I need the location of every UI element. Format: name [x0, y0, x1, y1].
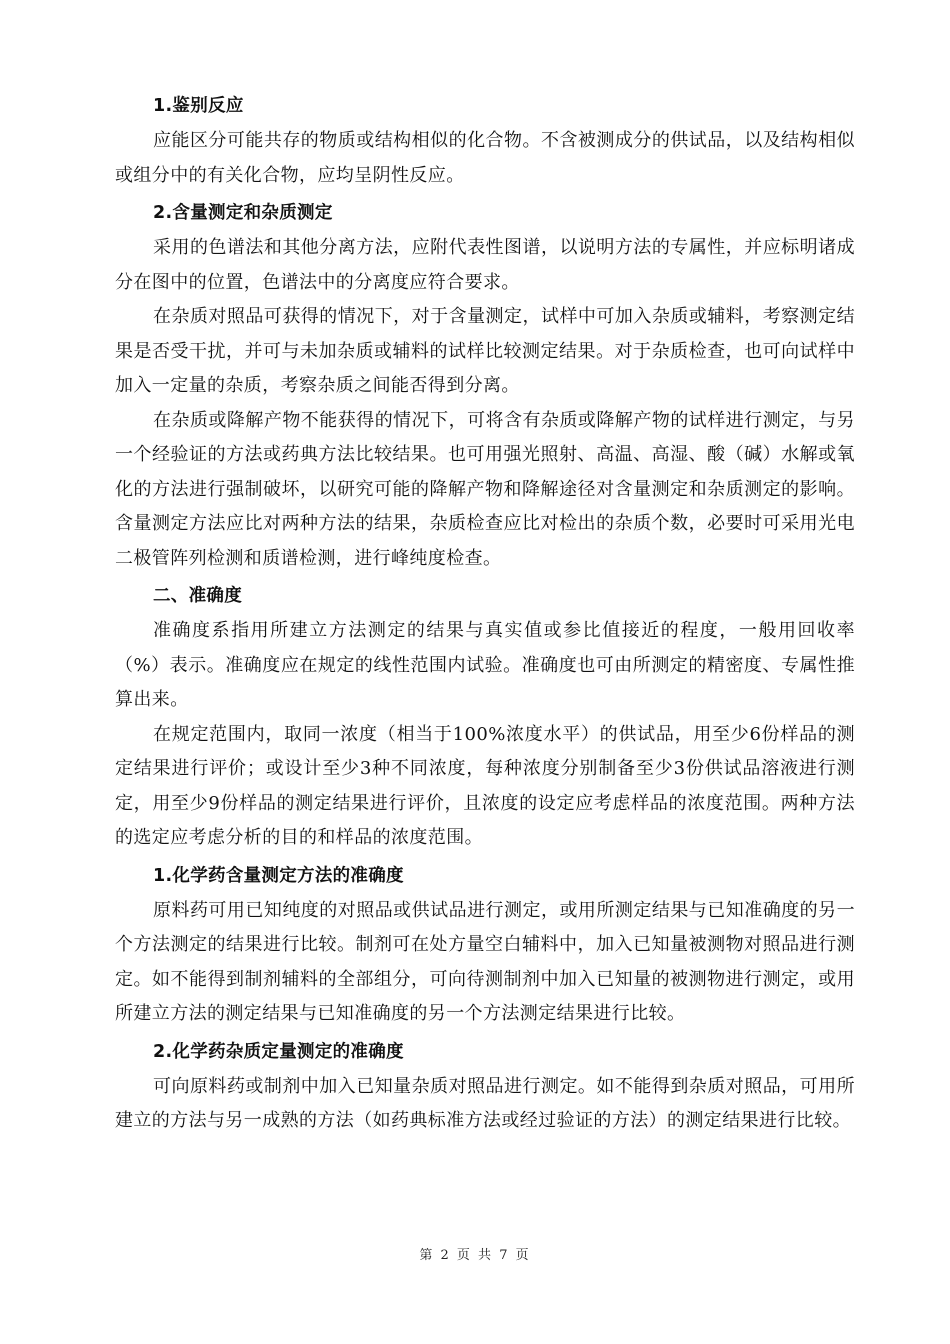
page-number: 第 2 页 共 7 页	[419, 1248, 531, 1263]
paragraph: 准确度系指用所建立方法测定的结果与真实值或参比值接近的程度，一般用回收率（%）表示。准确度应在规定的线性范围内试验。准确度也可由所测定的精密度、专属性推算出来。	[115, 620, 855, 710]
section-heading-identification: 1.鉴别反应	[153, 96, 244, 116]
paragraph: 在杂质或降解产物不能获得的情况下，可将含有杂质或降解产物的试样进行测定，与另一个经验证的方法或药典方法比较结果。也可用强光照射、高温、高湿、酸（碱）水解或氧化的方法进行强制破坏，以研究可能的降解产物和降解途径对含量测定和杂质测定的影响。含量测定方法应比对两种方法的结果，杂质检查应比对检出的杂质个数，必要时可采用光电二极管阵列检测和质谱检测，进行峰纯度检查。	[115, 409, 855, 569]
paragraph: 在规定范围内，取同一浓度（相当于100%浓度水平）的供试品，用至少6份样品的测定结果进行评价；或设计至少3种不同浓度，每种浓度分别制备至少3份供试品溶液进行测定，用至少9份样品的测定结果进行评价，且浓度的设定应考虑样品的浓度范围。两种方法的选定应考虑分析的目的和样品的浓度范围。	[115, 723, 855, 848]
section-heading-accuracy: 二、准确度	[153, 586, 242, 606]
paragraph: 在杂质对照品可获得的情况下，对于含量测定，试样中可加入杂质或辅料，考察测定结果是否受干扰，并可与未加杂质或辅料的试样比较测定结果。对于杂质检查，也可向试样中加入一定量的杂质，考察杂质之间能否得到分离。	[115, 306, 855, 396]
paragraph: 应能区分可能共存的物质或结构相似的化合物。不含被测成分的供试品，以及结构相似或组分中的有关化合物，应均呈阴性反应。	[115, 130, 855, 186]
section-heading-assay-accuracy: 1.化学药含量测定方法的准确度	[153, 865, 404, 886]
section-heading-assay-impurity: 2.含量测定和杂质测定	[153, 203, 333, 223]
section-heading-impurity-accuracy: 2.化学药杂质定量测定的准确度	[153, 1041, 404, 1062]
paragraph: 原料药可用已知纯度的对照品或供试品进行测定，或用所测定结果与已知准确度的另一个方法测定的结果进行比较。制剂可在处方量空白辅料中，加入已知量被测物对照品进行测定。如不能得到制剂辅料的全部组分，可向待测制剂中加入已知量的被测物进行测定，或用所建立方法的测定结果与已知准确度的另一个方法测定结果进行比较。	[115, 899, 855, 1024]
page-body	[115, 88, 855, 1139]
paragraph: 可向原料药或制剂中加入已知量杂质对照品进行测定。如不能得到杂质对照品，可用所建立的方法与另一成熟的方法（如药典标准方法或经过验证的方法）的测定结果进行比较。	[115, 1075, 855, 1131]
paragraph: 采用的色谱法和其他分离方法，应附代表性图谱，以说明方法的专属性，并应标明诸成分在图中的位置，色谱法中的分离度应符合要求。	[115, 237, 855, 293]
